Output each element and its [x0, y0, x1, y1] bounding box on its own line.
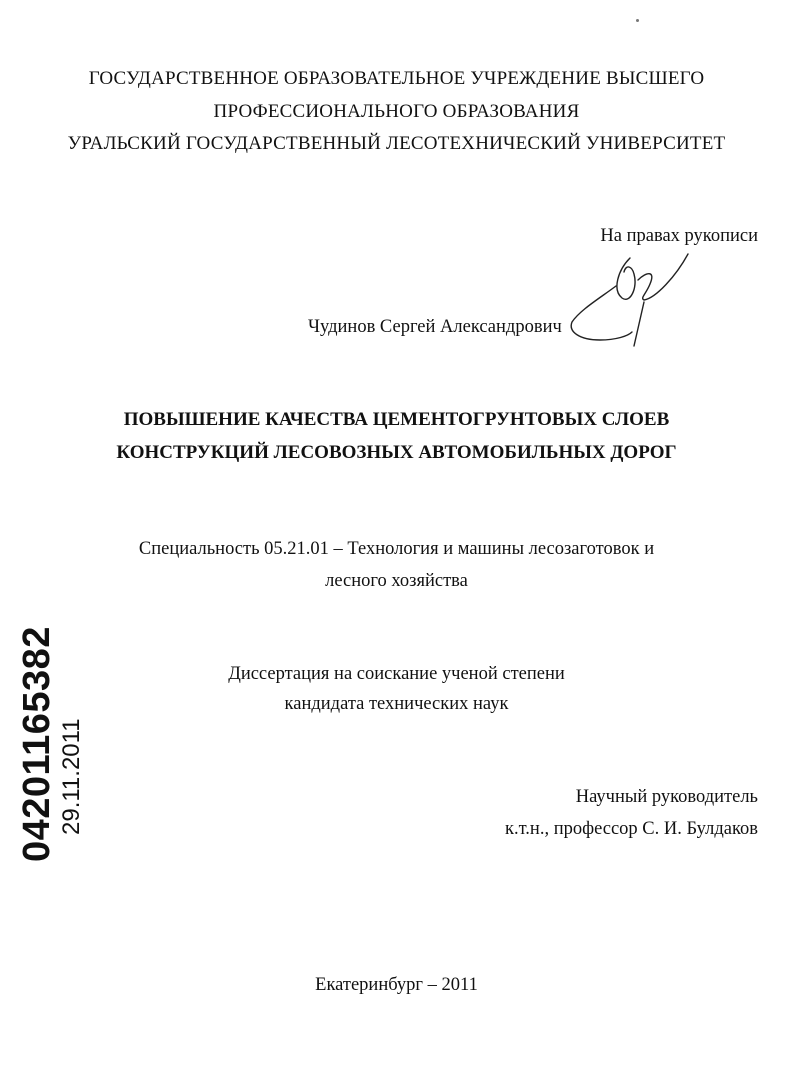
supervisor-label: Научный руководитель: [575, 787, 758, 807]
specialty-line-1: Специальность 05.21.01 – Технология и машины лесозаготовок и: [138, 539, 655, 559]
specialty-line-2: лесного хозяйства: [325, 571, 468, 591]
degree-line-1: Диссертация на соискание ученой степени: [228, 664, 565, 684]
title-line-2: КОНСТРУКЦИЙ ЛЕСОВОЗНЫХ АВТОМОБИЛЬНЫХ ДОРОГ: [116, 442, 677, 463]
manuscript-note: На правах рукописи: [600, 226, 758, 246]
institution-line-1: ГОСУДАРСТВЕННОЕ ОБРАЗОВАТЕЛЬНОЕ УЧРЕЖДЕНИЕ ВЫСШЕГО: [88, 68, 705, 89]
title-line-1: ПОВЫШЕНИЕ КАЧЕСТВА ЦЕМЕНТОГРУНТОВЫХ СЛОЕВ: [123, 409, 670, 430]
stamp-number: 04201165382: [16, 626, 58, 862]
city-year-footer: Екатеринбург – 2011: [315, 975, 478, 995]
institution-line-3: УРАЛЬСКИЙ ГОСУДАРСТВЕННЫЙ ЛЕСОТЕХНИЧЕСКИЙ УНИВЕРСИТЕТ: [67, 133, 726, 154]
degree-line-2: кандидата технических наук: [284, 694, 509, 714]
scan-speck: [636, 19, 639, 22]
stamp-date: 29.11.2011: [58, 718, 85, 835]
author-name: Чудинов Сергей Александрович: [308, 317, 562, 337]
author-signature: [560, 240, 700, 350]
institution-line-2: ПРОФЕССИОНАЛЬНОГО ОБРАЗОВАНИЯ: [213, 101, 580, 122]
supervisor-name: к.т.н., профессор С. И. Булдаков: [504, 819, 758, 839]
library-stamp: [15, 626, 85, 862]
